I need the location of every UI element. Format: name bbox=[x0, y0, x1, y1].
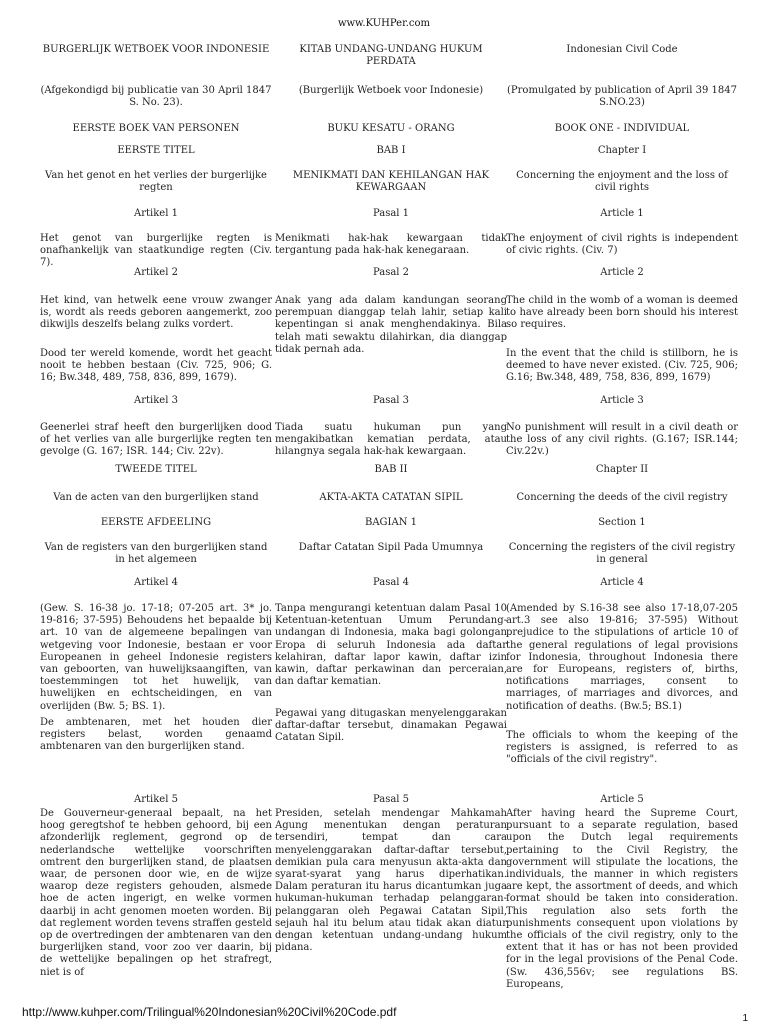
column-title: KITAB UNDANG-UNDANG HUKUM PERDATA bbox=[299, 44, 483, 68]
section-name: Concerning the registers of the civil registry in general bbox=[508, 542, 736, 566]
title-heading: TWEEDE TITEL bbox=[115, 464, 197, 475]
section-heading: EERSTE AFDEELING bbox=[100, 517, 212, 528]
section-heading: Section 1 bbox=[598, 517, 646, 528]
article-text: Presiden, setelah mendengar Mahkamah Agung menentukan dengan peraturan tersendiri, tempat dan cara menyelenggarakan daftar-daftar tersebut, demikian pula cara menyusun akta-akta dan syarat-syarat yang harus diperhatikan. Dalam peraturan itu harus dicantumkan juga hukuman-hukuman terhadap pelanggaran-pelanggaran oleh Pegawai Catatan Sipil, sejauh hal itu belum atau tidak akan diatur dengan ketentuan undang-undang hukum pidana. bbox=[275, 808, 507, 954]
article-heading: Pasal 2 bbox=[372, 267, 410, 278]
article-heading: Article 4 bbox=[600, 577, 644, 588]
article-text: Geenerlei straf heeft den burgerlijken dood of het verlies van alle burgerlijke regten ten gevolge (G. 167; ISR. 144; Civ. 22v). bbox=[40, 422, 272, 458]
article-heading: Pasal 4 bbox=[372, 577, 410, 588]
column-title: Indonesian Civil Code bbox=[566, 44, 678, 55]
subtitle: (Promulgated by publication of April 39 1847 S.NO.23) bbox=[507, 85, 737, 109]
title-heading: Chapter II bbox=[595, 464, 649, 475]
column-title: BURGERLIJK WETBOEK VOOR INDONESIE bbox=[42, 44, 270, 55]
article-heading: Artikel 4 bbox=[134, 577, 178, 588]
title-heading: BAB I bbox=[376, 145, 406, 156]
article-heading: Artikel 3 bbox=[134, 395, 178, 406]
title-name: AKTA-AKTA CATATAN SIPIL bbox=[319, 492, 463, 503]
article-text: Tanpa mengurangi ketentuan dalam Pasal 10 Ketentuan-ketentuan Umum Perundang-undangan di Indonesia, maka bagi golongan Eropa di seluruh Indonesia ada daftar kelahiran, daftar lapor kawin, daftar izin kawin, daftar perkawinan dan perceraian, dan daftar kematian. bbox=[275, 603, 507, 688]
article-heading: Artikel 5 bbox=[134, 794, 178, 805]
title-name: Van het genot en het verlies der burgerlijke regten bbox=[45, 170, 267, 194]
site-header: www.KUHPer.com bbox=[337, 18, 431, 29]
article-text: De ambtenaren, met het houden dier registers belast, worden genaamd ambtenaren van den burgerlijken stand. bbox=[40, 717, 272, 753]
article-heading: Artikel 2 bbox=[134, 267, 178, 278]
article-heading: Pasal 5 bbox=[372, 794, 410, 805]
section-name: Van de registers van den burgerlijken stand in het algemeen bbox=[44, 542, 268, 566]
article-heading: Artikel 1 bbox=[134, 208, 178, 219]
article-heading: Article 3 bbox=[600, 395, 644, 406]
title-heading: Chapter I bbox=[597, 145, 647, 156]
book-heading: EERSTE BOEK VAN PERSONEN bbox=[72, 123, 240, 134]
article-text: The officials to whom the keeping of the registers is assigned, is referred to as "officials of the civil registry". bbox=[506, 730, 738, 766]
article-heading: Article 1 bbox=[600, 208, 644, 219]
article-text: After having heard the Supreme Court, pursuant to a separate regulation, based upon the Dutch legal requirements pertaining to the Civil Registry, the government will stipulate the locations, the individuals, the manner in which registers are kept, the assortment of deeds, and which format should be taken into consideration. This regulation also sets forth the punishments consequent upon violations by the officials of the civil registry, only to the extent that it has or has not been provided for in the legal provisions of the Penal Code. (Sw. 436,556v; see regulations BS. Europeans, bbox=[506, 808, 738, 990]
article-text: Het genot van burgerlijke regten is onafhankelijk van staatkundige regten (Civ. 7). bbox=[40, 233, 272, 269]
title-heading: BAB II bbox=[374, 464, 408, 475]
article-text: (Amended by S.16-38 see also 17-18,07-205 art.3 see also 19-816; 37-595) Without prejudice to the stipulations of article 10 of the general regulations of legal provisions for Indonesia, throughout Indonesia there are for Europeans, registers of, births, notifications marriages, consent to marriages, of marriages and divorces, and notification of deaths. (Bw.5; BS.1) bbox=[506, 603, 738, 712]
article-text: Anak yang ada dalam kandungan seorang perempuan dianggap telah lahir, setiap kali kepentingan si anak menghendakinya. Bila telah mati sewaktu dilahirkan, dia dianggap tidak pernah ada. bbox=[275, 295, 507, 355]
title-name: Concerning the deeds of the civil registry bbox=[516, 492, 728, 503]
title-name: MENIKMATI DAN KEHILANGAN HAK KEWARGAAN bbox=[292, 170, 490, 194]
article-heading: Article 2 bbox=[600, 267, 644, 278]
article-text: In the event that the child is stillborn, he is deemed to have never existed. (Civ. 725, 906; G.16; Bw.348, 489, 758, 836, 899, 1679) bbox=[506, 348, 738, 384]
footer-url-link[interactable]: http://www.kuhper.com/Trilingual%20Indonesian%20Civil%20Code.pdf bbox=[22, 1005, 397, 1019]
article-heading: Pasal 3 bbox=[372, 395, 410, 406]
article-text: Dood ter wereld komende, wordt het geacht nooit te hebben bestaan (Civ. 725, 906; G. 16; Bw.348, 489, 758, 836, 899, 1679). bbox=[40, 348, 272, 384]
subtitle: (Afgekondigd bij publicatie van 30 April 1847 S. No. 23). bbox=[40, 85, 272, 109]
article-heading: Article 5 bbox=[600, 794, 644, 805]
article-text: No punishment will result in a civil death or the loss of any civil rights. (G.167; ISR.144; Civ.22v.) bbox=[506, 422, 738, 458]
article-text: De Gouverneur-generaal bepaalt, na het hoog geregtshof te hebben gehoord, bij een afzonderlijk reglement, gegrond op de nederlandsche wettelijke voorschriften omtrent den burgerlijken stand, de plaatsen waar, de personen door wie, en de wijze waarop deze registers gehouden, alsmede hoe de acten ingerigt, en welke vormen daarbij in acht genomen moeten worden. Bij dat reglement worden tevens straffen gesteld op de overtredingen der ambtenaren van den burgerlijken stand, voor zoo ver daarin, bij de wettelijke bepalingen op het strafregt, niet is of bbox=[40, 808, 272, 978]
article-heading: Pasal 1 bbox=[372, 208, 410, 219]
section-heading: BAGIAN 1 bbox=[364, 517, 418, 528]
book-heading: BOOK ONE - INDIVIDUAL bbox=[554, 123, 690, 134]
book-heading: BUKU KESATU - ORANG bbox=[327, 123, 455, 134]
article-text: Pegawai yang ditugaskan menyelenggarakan daftar-daftar tersebut, dinamakan Pegawai Catatan Sipil. bbox=[275, 708, 507, 744]
article-text: Menikmati hak-hak kewargaan tidak tergantung pada hak-hak kenegaraan. bbox=[275, 233, 507, 257]
article-text: The enjoyment of civil rights is independent of civic rights. (Civ. 7) bbox=[506, 233, 738, 257]
article-text: (Gew. S. 16-38 jo. 17-18; 07-205 art. 3* jo. 19-816; 37-595) Behoudens het bepaalde bij art. 10 van de algemeene bepalingen van wetgeving voor Indonesie, bestaan er voor Europeanen in geheel Indonesie registers van geboorten, van huwelijksaangiften, van toestemmingen tot het huwelijk, van huwelijken en echtscheidingen, en van overlijden (Bw. 5; BS. 1). bbox=[40, 603, 272, 712]
article-text: Het kind, van hetwelk eene vrouw zwanger is, wordt als reeds geboren aangemerkt, zoo dikwijls deszelfs belang zulks vordert. bbox=[40, 295, 272, 331]
title-heading: EERSTE TITEL bbox=[117, 145, 195, 156]
page-number: 1 bbox=[742, 1013, 748, 1024]
subtitle: (Burgerlijk Wetboek voor Indonesie) bbox=[298, 85, 484, 96]
title-name: Concerning the enjoyment and the loss of civil rights bbox=[516, 170, 728, 194]
section-name: Daftar Catatan Sipil Pada Umumnya bbox=[298, 542, 484, 553]
article-text: Tiada suatu hukuman pun yang mengakibatkan kematian perdata, atau hilangnya segala hak-hak kewargaan. bbox=[275, 422, 507, 458]
article-text: The child in the womb of a woman is deemed to have already been born should his interest so requires. bbox=[506, 295, 738, 331]
title-name: Van de acten van den burgerlijken stand bbox=[53, 492, 259, 503]
